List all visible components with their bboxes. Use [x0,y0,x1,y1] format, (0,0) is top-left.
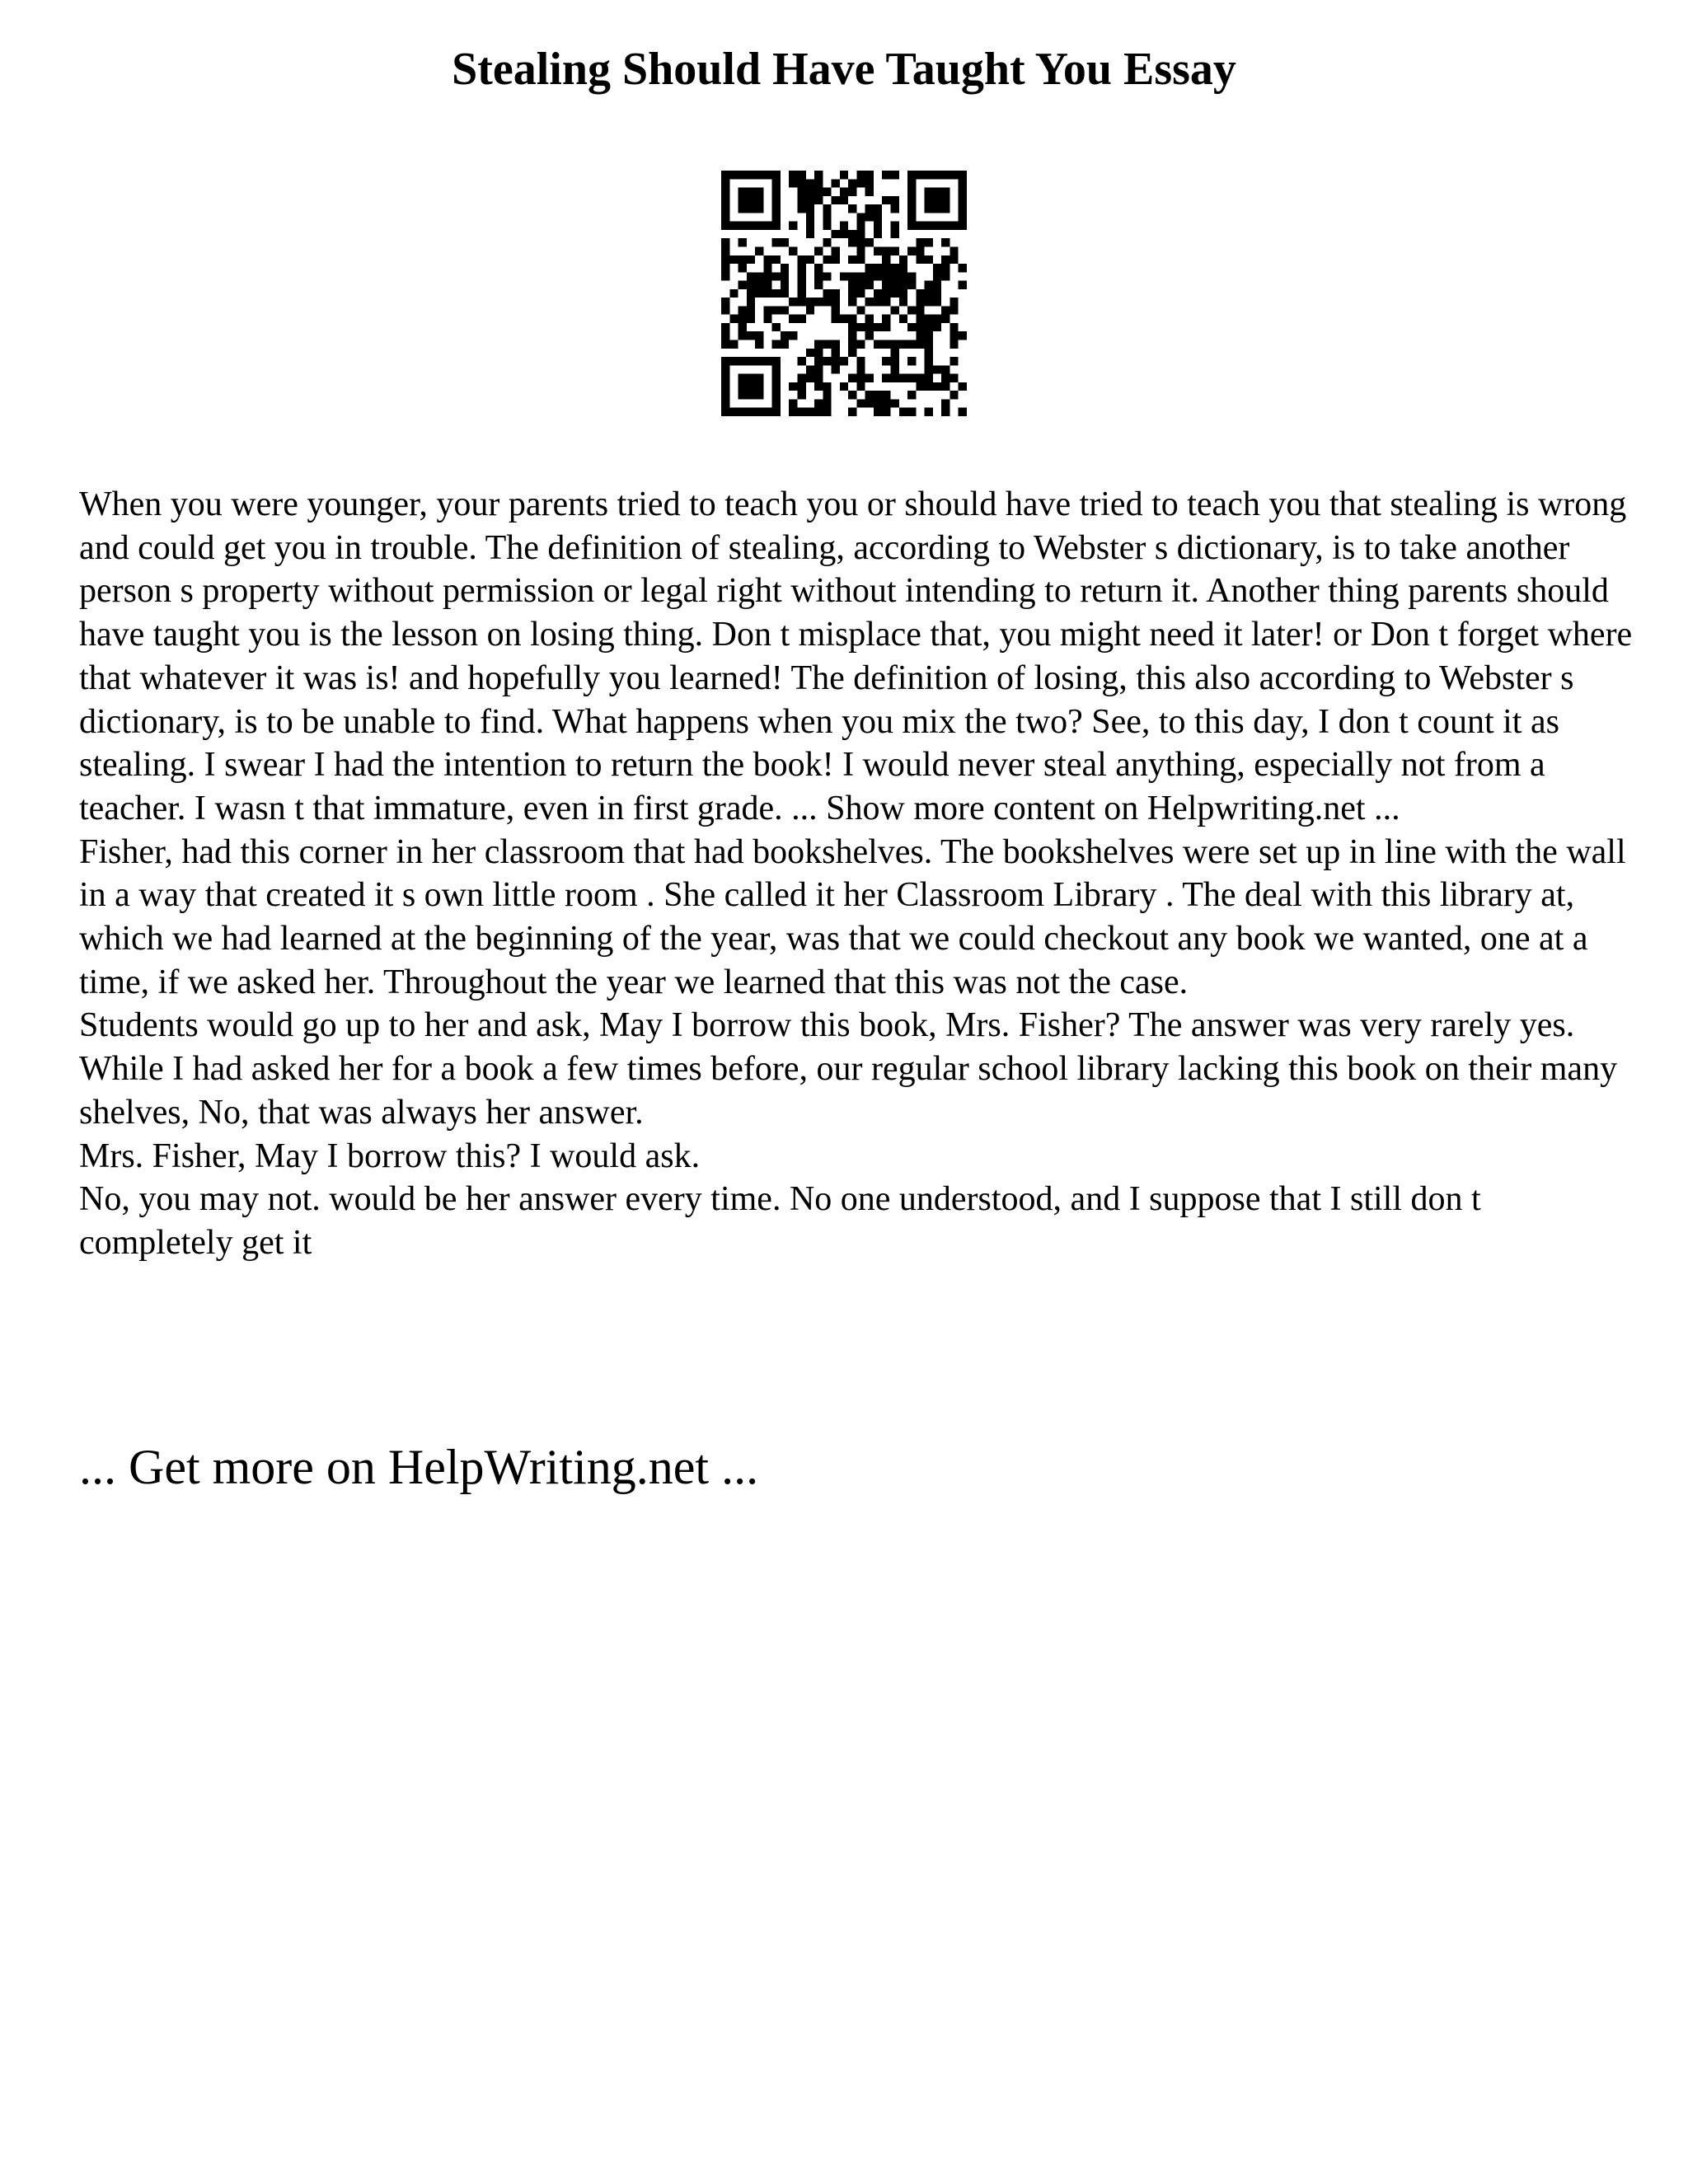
paragraph: No, you may not. would be her answer every time. No one understood, and I suppose that I still don t completely get it [79,1180,1481,1262]
get-more-link[interactable]: ... Get more on HelpWriting.net ... [79,1440,759,1494]
qr-code-icon [721,171,967,416]
page-title: Stealing Should Have Taught You Essay [452,44,1236,95]
paragraph: Fisher, had this corner in her classroom that had bookshelves. The bookshelves were set up in line with the wall in a way that created it s own little room . She called it her Classroom Library . The deal with this library at, which we had learned at the beginning of the year, was that we could checkout any book we wanted, one at a time, if we asked her. Throughout the year we learned that this was not the case. [79,832,1626,1001]
paragraph: While I had asked her for a book a few times before, our regular school library lacking this book on their many shelves, No, that was always her answer. [79,1050,1618,1132]
essay-body [79,483,1637,1265]
paragraph: Students would go up to her and ask, May I borrow this book, Mrs. Fisher? The answer was very rarely yes. [79,1006,1575,1045]
paragraph: Mrs. Fisher, May I borrow this? I would ask. [79,1137,701,1175]
paragraph: When you were younger, your parents tried to teach you or should have tried to teach you that stealing is wrong and could get you in trouble. The definition of stealing, according to Webster s dictionary, is to take another person s property without permission or legal right without intending to return it. Another thing parents should have taught you is the lesson on losing thing. Don t misplace that, you might need it later! or Don t forget where that whatever it was is! and hopefully you learned! The definition of losing, this also according to Webster s dictionary, is to be unable to find. What happens when you mix the two? See, to this day, I don t count it as stealing. I swear I had the intention to return the book! I would never steal anything, especially not from a teacher. I wasn t that immature, even in first grade. ... Show more content on Helpwriting.net ... [79,485,1633,827]
